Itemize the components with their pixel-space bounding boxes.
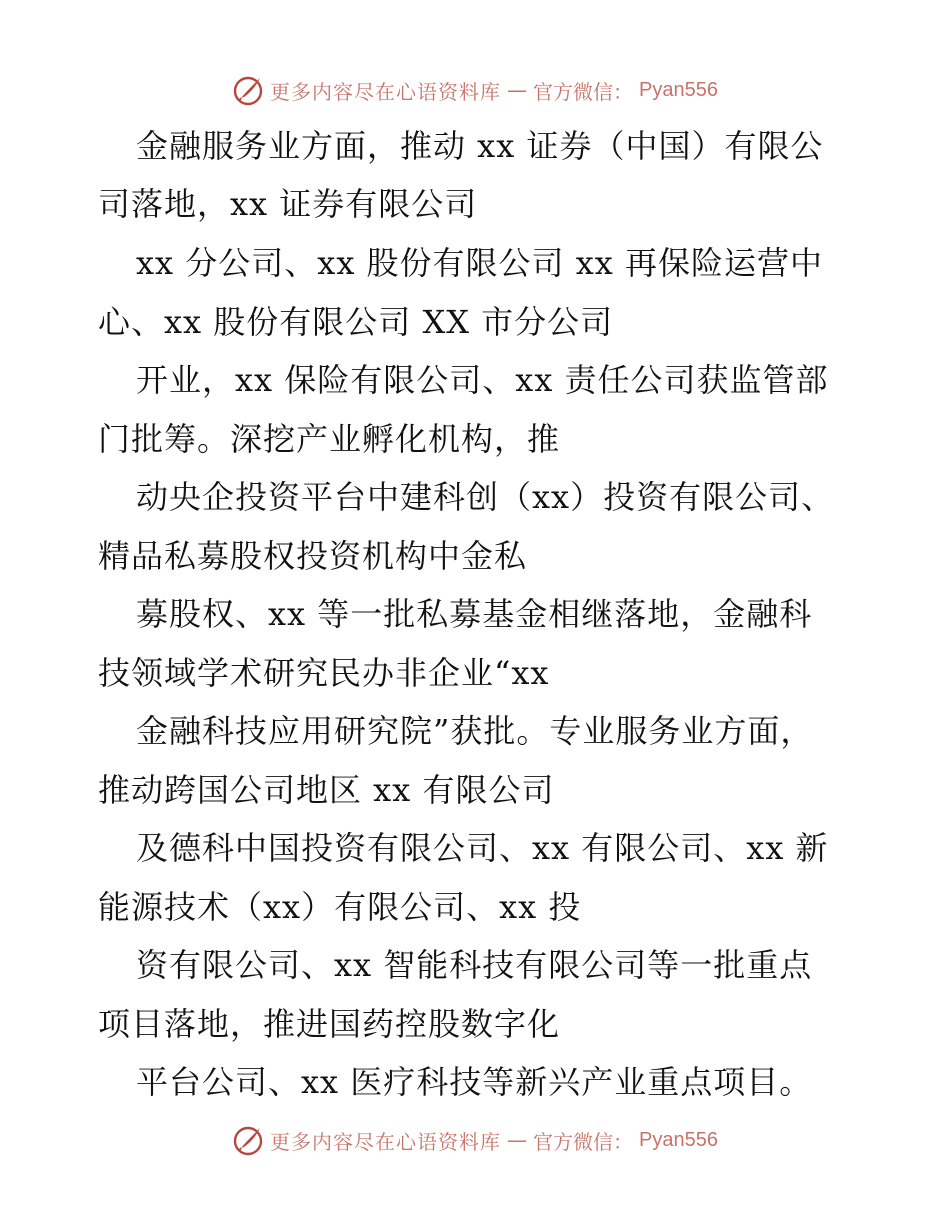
- watermark-wechat-label: 官方微信：: [533, 1129, 634, 1154]
- text-line: 平台公司、xx 医疗科技等新兴产业重点项目。: [136, 1063, 813, 1101]
- text-line: 动央企投资平台中建科创（xx）投资有限公司、: [136, 478, 835, 516]
- text-line: 项目落地，推进国药控股数字化: [98, 1005, 561, 1043]
- text-line: 及德科中国投资有限公司、xx 有限公司、xx 新: [136, 829, 829, 867]
- quill-logo-icon: [232, 74, 264, 106]
- quill-logo-icon: [232, 1124, 264, 1156]
- text-line: 募股权、xx 等一批私募基金相继落地，金融科: [136, 595, 813, 633]
- watermark-footer: [0, 1120, 950, 1160]
- text-line: 技领域学术研究民办非企业“xx: [98, 654, 550, 692]
- text-line: 心、xx 股份有限公司 XX 市分公司: [98, 303, 614, 341]
- watermark-dash: —: [507, 78, 528, 102]
- watermark-wechat-id: Pyan556: [639, 1128, 718, 1151]
- watermark-text: 更多内容尽在心语资料库: [270, 79, 502, 104]
- text-line: xx 分公司、xx 股份有限公司 xx 再保险运营中: [136, 244, 823, 282]
- watermark-header: [0, 70, 950, 110]
- text-line: 推动跨国公司地区 xx 有限公司: [98, 771, 555, 809]
- watermark-dash: —: [507, 1128, 528, 1152]
- text-line: 金融科技应用研究院”获批。专业服务业方面，: [136, 712, 814, 750]
- text-line: 金融服务业方面，推动 xx 证券（中国）有限公: [136, 127, 824, 165]
- text-line: 资有限公司、xx 智能科技有限公司等一批重点: [136, 946, 813, 984]
- text-line: 开业，xx 保险有限公司、xx 责任公司获监管部: [136, 361, 829, 399]
- watermark-text: 更多内容尽在心语资料库: [270, 1129, 502, 1154]
- watermark-wechat-label: 官方微信：: [533, 79, 634, 104]
- text-line: 能源技术（xx）有限公司、xx 投: [98, 888, 582, 926]
- text-line: 精品私募股权投资机构中金私: [98, 537, 528, 575]
- text-line: 门批筹。深挖产业孵化机构，推: [98, 420, 561, 458]
- text-line: 司落地，xx 证券有限公司: [98, 185, 478, 223]
- watermark-wechat-id: Pyan556: [639, 78, 718, 101]
